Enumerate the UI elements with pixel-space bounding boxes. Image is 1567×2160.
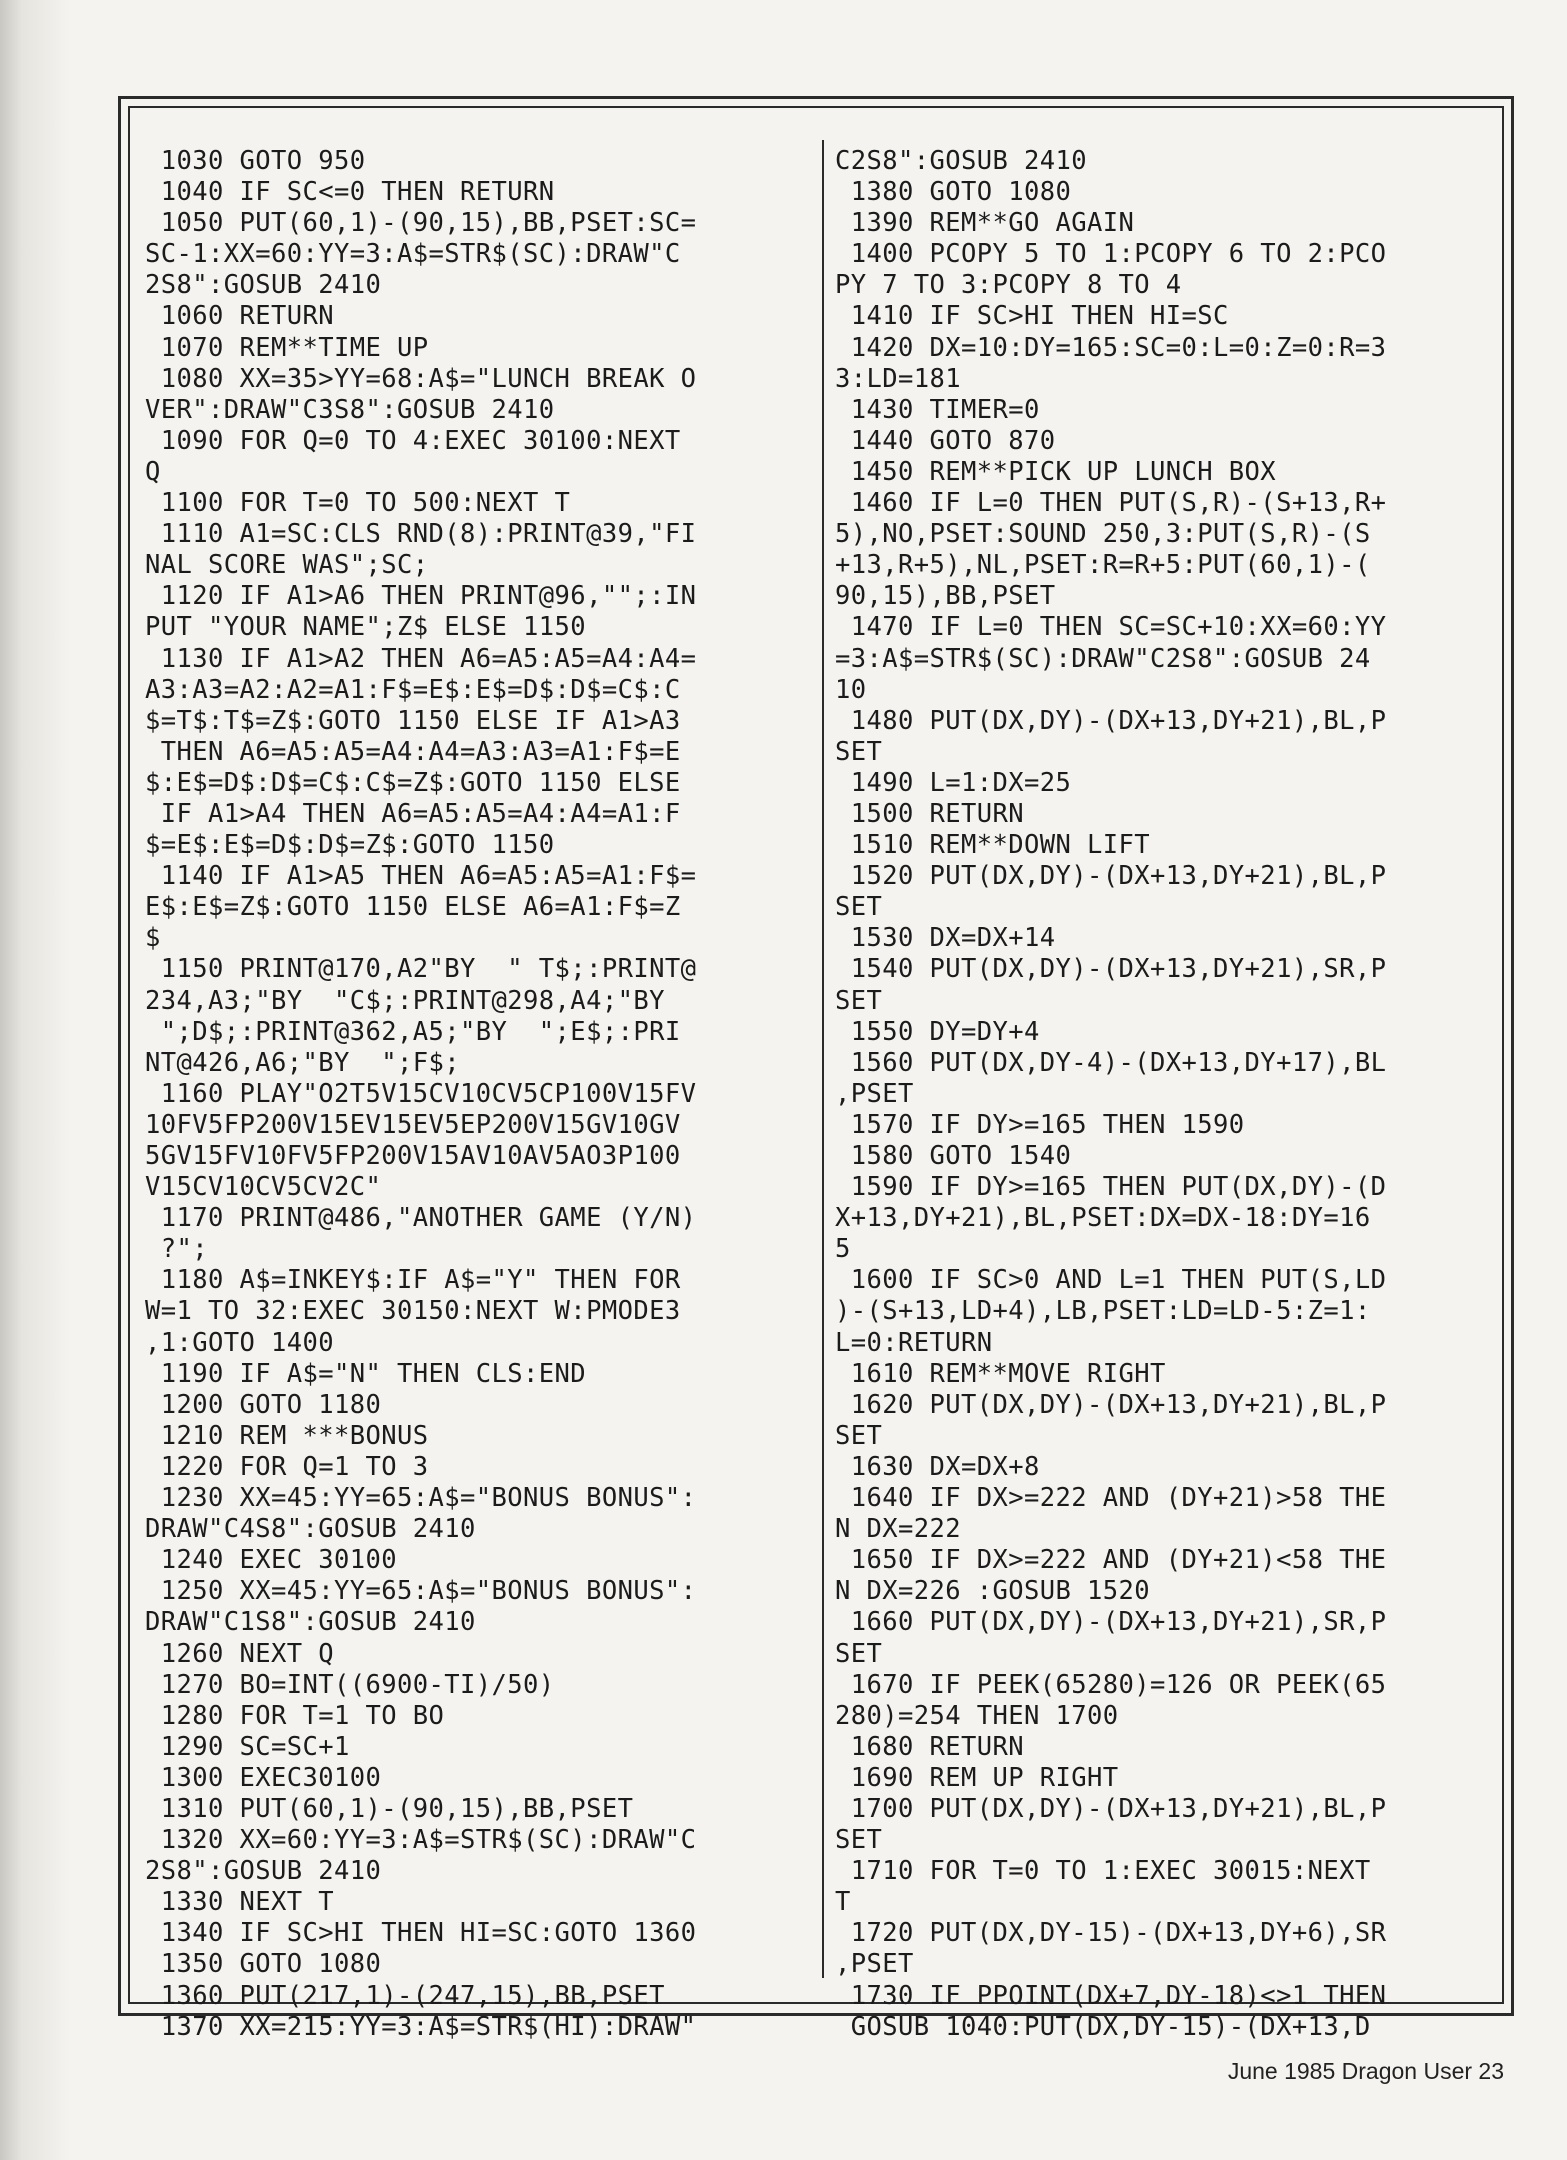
code-line: Q xyxy=(145,456,161,487)
code-line: 1250 XX=45:YY=65:A$="BONUS BONUS": xyxy=(145,1576,697,1607)
code-line: 280)=254 THEN 1700 xyxy=(835,1700,1119,1731)
code-line: NAL SCORE WAS";SC; xyxy=(145,550,429,581)
code-line: $:E$=D$:D$=C$:C$=Z$:GOTO 1150 ELSE xyxy=(145,767,681,798)
code-line: 1500 RETURN xyxy=(835,798,1025,829)
code-line: 1180 A$=INKEY$:IF A$="Y" THEN FOR xyxy=(145,1265,681,1296)
code-line: W=1 TO 32:EXEC 30150:NEXT W:PMODE3 xyxy=(145,1296,681,1327)
code-line: SET xyxy=(835,892,883,923)
code-line: 1440 GOTO 870 xyxy=(835,425,1056,456)
code-line: 1560 PUT(DX,DY-4)-(DX+13,DY+17),BL xyxy=(835,1047,1387,1078)
code-line: NT@426,A6;"BY ";F$; xyxy=(145,1047,461,1078)
code-line: DRAW"C1S8":GOSUB 2410 xyxy=(145,1607,476,1638)
code-line: +13,R+5),NL,PSET:R=R+5:PUT(60,1)-( xyxy=(835,550,1371,581)
code-line: 1230 XX=45:YY=65:A$="BONUS BONUS": xyxy=(145,1483,697,1514)
code-line: 1100 FOR T=0 TO 500:NEXT T xyxy=(145,488,571,519)
code-line: 1360 PUT(217,1)-(247,15),BB,PSET xyxy=(145,1980,665,2011)
code-line: 1710 FOR T=0 TO 1:EXEC 30015:NEXT xyxy=(835,1856,1371,1887)
code-line: N DX=222 xyxy=(835,1514,962,1545)
code-line: 1300 EXEC30100 xyxy=(145,1762,382,1793)
code-line: 5GV15FV10FV5FP200V15AV10AV5AO3P100 xyxy=(145,1141,681,1171)
code-line: 1260 NEXT Q xyxy=(145,1638,335,1669)
code-line: 1470 IF L=0 THEN SC=SC+10:XX=60:YY xyxy=(835,612,1387,643)
code-line: 1570 IF DY>=165 THEN 1590 xyxy=(835,1109,1245,1140)
code-line: 1290 SC=SC+1 xyxy=(145,1731,350,1762)
code-line: 5 xyxy=(835,1234,851,1265)
code-line: 1170 PRINT@486,"ANOTHER GAME (Y/N) xyxy=(145,1203,697,1234)
code-line: 1420 DX=10:DY=165:SC=0:L=0:Z=0:R=3 xyxy=(835,332,1387,363)
code-line: SET xyxy=(835,1638,883,1669)
code-line: SET xyxy=(835,985,883,1016)
code-line: 1480 PUT(DX,DY)-(DX+13,DY+21),BL,P xyxy=(835,705,1387,736)
column-divider xyxy=(822,140,824,1978)
code-line: SET xyxy=(835,1420,883,1451)
code-line: 1430 TIMER=0 xyxy=(835,394,1040,425)
code-line: )-(S+13,LD+4),LB,PSET:LD=LD-5:Z=1: xyxy=(835,1296,1371,1327)
code-line: 1090 FOR Q=0 TO 4:EXEC 30100:NEXT xyxy=(145,425,681,456)
code-line: 1240 EXEC 30100 xyxy=(145,1545,398,1576)
code-line: X+13,DY+21),BL,PSET:DX=DX-18:DY=16 xyxy=(835,1203,1371,1234)
code-line: 1690 REM UP RIGHT xyxy=(835,1762,1119,1793)
code-line: 1490 L=1:DX=25 xyxy=(835,767,1072,798)
code-line: $=E$:E$=D$:D$=Z$:GOTO 1150 xyxy=(145,830,555,861)
code-line: E$:E$=Z$:GOTO 1150 ELSE A6=A1:F$=Z xyxy=(145,892,681,923)
code-line: 1730 IF PPOINT(DX+7,DY-18)<>1 THEN xyxy=(835,1980,1387,2011)
code-line: 1510 REM**DOWN LIFT xyxy=(835,830,1151,861)
code-line: 5),NO,PSET:SOUND 250,3:PUT(S,R)-(S xyxy=(835,519,1371,550)
code-line: 234,A3;"BY "C$;:PRINT@298,A4;"BY xyxy=(145,985,665,1016)
code-line: ,1:GOTO 1400 xyxy=(145,1327,335,1358)
code-line: 1540 PUT(DX,DY)-(DX+13,DY+21),SR,P xyxy=(835,954,1387,985)
code-line: 1200 GOTO 1180 xyxy=(145,1389,382,1420)
code-line: ,PSET xyxy=(835,1078,914,1109)
code-line: 90,15),BB,PSET xyxy=(835,581,1056,612)
code-line: T xyxy=(835,1887,851,1918)
code-line: 1340 IF SC>HI THEN HI=SC:GOTO 1360 xyxy=(145,1918,697,1949)
code-line: 1460 IF L=0 THEN PUT(S,R)-(S+13,R+ xyxy=(835,488,1387,519)
code-line: SET xyxy=(835,1825,883,1856)
code-line: 1280 FOR T=1 TO BO xyxy=(145,1700,445,1731)
code-line: ?"; xyxy=(145,1234,209,1265)
code-line: 1660 PUT(DX,DY)-(DX+13,DY+21),SR,P xyxy=(835,1607,1387,1638)
code-line: 1400 PCOPY 5 TO 1:PCOPY 6 TO 2:PCO xyxy=(835,239,1387,270)
code-line: 10FV5FP200V15EV15EV5EP200V15GV10GV xyxy=(145,1109,681,1140)
code-line: 1590 IF DY>=165 THEN PUT(DX,DY)-(D xyxy=(835,1172,1387,1203)
code-line: VER":DRAW"C3S8":GOSUB 2410 xyxy=(145,394,555,425)
code-line: 1140 IF A1>A5 THEN A6=A5:A5=A1:F$= xyxy=(145,861,697,892)
code-line: 1370 XX=215:YY=3:A$=STR$(HI):DRAW" xyxy=(145,2011,697,2042)
code-line: $ xyxy=(145,923,161,954)
code-line: 1190 IF A$="N" THEN CLS:END xyxy=(145,1358,587,1389)
code-line: 1610 REM**MOVE RIGHT xyxy=(835,1358,1166,1389)
code-line: 1130 IF A1>A2 THEN A6=A5:A5=A4:A4= xyxy=(145,643,697,674)
code-line: GOSUB 1040:PUT(DX,DY-15)-(DX+13,D xyxy=(835,2011,1371,2042)
code-line: A3:A3=A2:A2=A1:F$=E$:E$=D$:D$=C$:C xyxy=(145,674,681,705)
code-line: 1150 PRINT@170,A2"BY " T$;:PRINT@ xyxy=(145,954,697,985)
code-line: 1640 IF DX>=222 AND (DY+21)>58 THE xyxy=(835,1483,1387,1514)
code-line: PY 7 TO 3:PCOPY 8 TO 4 xyxy=(835,270,1182,301)
code-line: V15CV10CV5CV2C" xyxy=(145,1172,382,1203)
code-line: 1050 PUT(60,1)-(90,15),BB,PSET:SC= xyxy=(145,208,697,239)
code-line: 1080 XX=35>YY=68:A$="LUNCH BREAK O xyxy=(145,363,697,394)
code-line: 1220 FOR Q=1 TO 3 xyxy=(145,1451,429,1482)
code-line: 1030 GOTO 950 xyxy=(145,146,366,176)
code-line: C2S8":GOSUB 2410 xyxy=(835,146,1088,176)
code-line: 1620 PUT(DX,DY)-(DX+13,DY+21),BL,P xyxy=(835,1389,1387,1420)
code-line: 3:LD=181 xyxy=(835,363,962,394)
program-listing-right-column xyxy=(835,146,1485,2043)
code-line: =3:A$=STR$(SC):DRAW"C2S8":GOSUB 24 xyxy=(835,643,1371,674)
code-line: 1120 IF A1>A6 THEN PRINT@96,"";:IN xyxy=(145,581,697,612)
code-line: PUT "YOUR NAME";Z$ ELSE 1150 xyxy=(145,612,587,643)
code-line: 1350 GOTO 1080 xyxy=(145,1949,382,1980)
code-line: 1580 GOTO 1540 xyxy=(835,1141,1072,1171)
code-line: 1410 IF SC>HI THEN HI=SC xyxy=(835,301,1229,332)
code-line: 1310 PUT(60,1)-(90,15),BB,PSET xyxy=(145,1793,634,1824)
code-line: 1270 BO=INT((6900-TI)/50) xyxy=(145,1669,555,1700)
code-line: 1630 DX=DX+8 xyxy=(835,1451,1040,1482)
code-line: 1720 PUT(DX,DY-15)-(DX+13,DY+6),SR xyxy=(835,1918,1387,1949)
code-line: THEN A6=A5:A5=A4:A4=A3:A3=A1:F$=E xyxy=(145,736,681,767)
code-line: ";D$;:PRINT@362,A5;"BY ";E$;:PRI xyxy=(145,1016,681,1047)
code-line: 1700 PUT(DX,DY)-(DX+13,DY+21),BL,P xyxy=(835,1793,1387,1824)
page-binding-shadow xyxy=(0,0,70,2160)
code-line: 1550 DY=DY+4 xyxy=(835,1016,1040,1047)
code-line: 1380 GOTO 1080 xyxy=(835,177,1072,208)
code-line: 10 xyxy=(835,674,867,705)
code-line: 2S8":GOSUB 2410 xyxy=(145,270,382,301)
code-line: 1110 A1=SC:CLS RND(8):PRINT@39,"FI xyxy=(145,519,697,550)
code-line: L=0:RETURN xyxy=(835,1327,993,1358)
code-line: $=T$:T$=Z$:GOTO 1150 ELSE IF A1>A3 xyxy=(145,705,681,736)
code-line: N DX=226 :GOSUB 1520 xyxy=(835,1576,1151,1607)
code-line: IF A1>A4 THEN A6=A5:A5=A4:A4=A1:F xyxy=(145,798,681,829)
code-line: 1060 RETURN xyxy=(145,301,335,332)
code-line: 1330 NEXT T xyxy=(145,1887,335,1918)
code-line: 1320 XX=60:YY=3:A$=STR$(SC):DRAW"C xyxy=(145,1825,697,1856)
code-line: 1450 REM**PICK UP LUNCH BOX xyxy=(835,456,1277,487)
code-line: 1600 IF SC>0 AND L=1 THEN PUT(S,LD xyxy=(835,1265,1387,1296)
code-line: 1210 REM ***BONUS xyxy=(145,1420,429,1451)
code-line: 1650 IF DX>=222 AND (DY+21)<58 THE xyxy=(835,1545,1387,1576)
code-line: 1530 DX=DX+14 xyxy=(835,923,1056,954)
code-line: SC-1:XX=60:YY=3:A$=STR$(SC):DRAW"C xyxy=(145,239,681,270)
program-listing-left-column xyxy=(145,146,795,2043)
code-line: 1040 IF SC<=0 THEN RETURN xyxy=(145,177,555,208)
code-line: DRAW"C4S8":GOSUB 2410 xyxy=(145,1514,476,1545)
code-line: ,PSET xyxy=(835,1949,914,1980)
code-line: 1680 RETURN xyxy=(835,1731,1025,1762)
code-line: 1390 REM**GO AGAIN xyxy=(835,208,1135,239)
code-line: 1070 REM**TIME UP xyxy=(145,332,429,363)
code-line: 2S8":GOSUB 2410 xyxy=(145,1856,382,1887)
code-line: SET xyxy=(835,736,883,767)
code-line: 1160 PLAY"O2T5V15CV10CV5CP100V15FV xyxy=(145,1078,697,1109)
code-line: 1520 PUT(DX,DY)-(DX+13,DY+21),BL,P xyxy=(835,861,1387,892)
code-line: 1670 IF PEEK(65280)=126 OR PEEK(65 xyxy=(835,1669,1387,1700)
page-footer: June 1985 Dragon User 23 xyxy=(1227,2058,1504,2084)
